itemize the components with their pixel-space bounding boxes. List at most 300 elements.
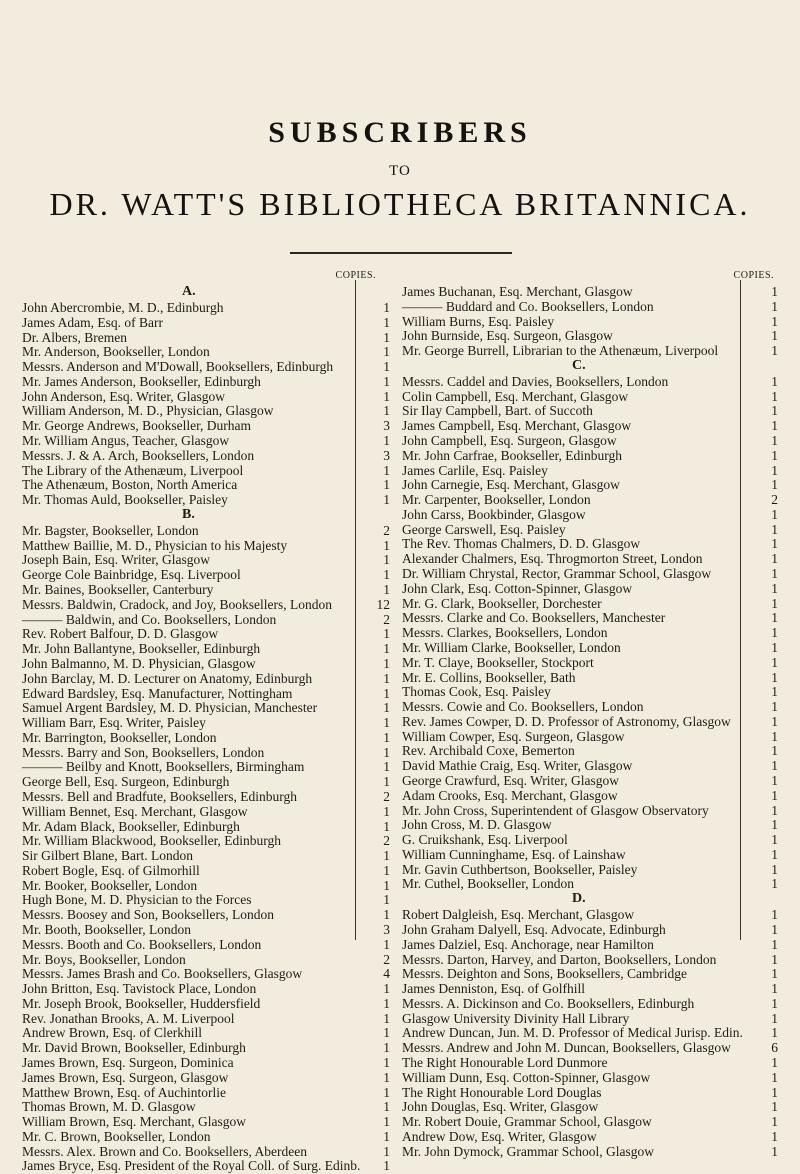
subscriber-name: Mr. Adam Black, Bookseller, Edinburgh [22,818,240,834]
subscriber-name: The Athenæum, Boston, North America [22,477,238,493]
copies-count: 2 [383,611,390,627]
copies-count: 1 [771,951,778,967]
subscriber-entry [402,403,778,419]
copies-count: 1 [383,1025,390,1041]
copies-count: 1 [771,936,778,952]
subscriber-entry [402,314,778,330]
subscriber-entry [402,284,778,300]
copies-count: 1 [383,492,390,508]
copies-count: 1 [771,995,778,1011]
subscriber-name: Sir Ilay Campbell, Bart. of Succoth [402,403,593,419]
title-rule [290,252,512,254]
subscriber-entry [22,463,390,479]
subscriber-entry [402,699,778,715]
subscriber-name: Mr. T. Claye, Bookseller, Stockport [402,654,594,670]
subscriber-entry [402,299,778,315]
copies-count: 1 [771,1128,778,1144]
copies-count: 1 [771,506,778,522]
subscriber-entry [22,1114,390,1130]
subscriber-entry [22,567,390,583]
copies-count: 1 [383,388,390,404]
subscriber-name: Messrs. Baldwin, Cradock, and Joy, Booksellers, London [22,596,332,612]
subscriber-name: Messrs. Clarkes, Booksellers, London [402,625,608,641]
subscriber-name: Messrs. James Brash and Co. Booksellers, Glasgow [22,966,303,982]
subscriber-name: Mr. John Ballantyne, Bookseller, Edinburgh [22,641,261,657]
copies-count: 1 [771,536,778,552]
copies-count: 1 [771,1143,778,1159]
subscriber-entry [402,981,778,997]
subscriber-name: John Britton, Esq. Tavistock Place, London [22,981,257,997]
copies-count: 1 [383,477,390,493]
subscriber-name: James Buchanan, Esq. Merchant, Glasgow [402,284,633,299]
subscriber-entry [22,952,390,968]
subscriber-name: Messrs. Caddel and Davies, Booksellers, London [402,373,669,389]
copies-count: 1 [383,700,390,716]
subscriber-entry [402,448,778,464]
subscriber-name: Mr. Gavin Cuthbertson, Bookseller, Paisley [402,861,638,877]
subscriber-entry [402,596,778,612]
subscriber-name: John Graham Dalyell, Esq. Advocate, Edinburgh [402,921,666,937]
copies-count: 1 [771,1114,778,1130]
subscriber-entry [22,477,390,493]
subscriber-entry [402,463,778,479]
subscriber-name: John Carss, Bookbinder, Glasgow [402,506,586,522]
subscriber-name: Hugh Bone, M. D. Physician to the Forces [22,892,252,908]
copies-count: 1 [771,1069,778,1085]
subscriber-entry [402,907,778,923]
subscriber-name: Mr. C. Brown, Bookseller, London [22,1128,211,1144]
subscriber-entry [22,700,390,716]
subscriber-name: Mr. Joseph Brook, Bookseller, Huddersfield [22,995,261,1011]
subscriber-name: Dr. Albers, Bremen [22,329,127,345]
copies-count: 3 [383,447,390,463]
copies-count: 1 [771,846,778,862]
subscriber-entry [402,1099,778,1115]
copies-count: 1 [383,373,390,389]
copies-count: 1 [383,715,390,731]
subscriber-name: John Douglas, Esq. Writer, Glasgow [402,1099,599,1115]
subscriber-name: Mr. Booth, Bookseller, London [22,921,191,937]
copies-count: 1 [771,566,778,582]
subscriber-name: John Barclay, M. D. Lecturer on Anatomy, Edinburgh [22,670,313,686]
subscriber-name: Mr. George Burrell, Librarian to the Athenæum, Liverpool [402,343,719,359]
subscriber-name: Rev. Jonathan Brooks, A. M. Liverpool [22,1010,235,1026]
copies-count: 1 [383,359,390,375]
subscriber-name: James Carlile, Esq. Paisley [402,462,548,478]
copies-count: 1 [383,936,390,952]
subscriber-entry [22,686,390,702]
copies-count: 1 [771,743,778,759]
subscriber-name: The Right Honourable Lord Douglas [402,1084,602,1100]
subscriber-name: George Cole Bainbridge, Esq. Liverpool [22,567,241,583]
subscriber-name: Messrs. A. Dickinson and Co. Booksellers, Edinburgh [402,995,695,1011]
subscriber-entry [402,758,778,774]
subscriber-name: Messrs. Anderson and M'Dowall, Booksellers, Edinburgh [22,359,334,375]
subscriber-entry [402,581,778,597]
subscriber-entry [22,359,390,375]
copies-count: 1 [383,314,390,330]
subscriber-entry [402,788,778,804]
subscriber-name: William Bennet, Esq. Merchant, Glasgow [22,803,248,819]
subscriber-name: Messrs. J. & A. Arch, Booksellers, London [22,447,255,463]
copies-count: 1 [383,907,390,923]
copies-count: 1 [771,639,778,655]
subscriber-name: Andrew Brown, Esq. of Clerkhill [22,1025,202,1041]
subscriber-name: Mr. Robert Douie, Grammar School, Glasgow [402,1114,652,1130]
subscriber-entry [22,403,390,419]
subscriber-name: Mr. John Cross, Superintendent of Glasgow Observatory [402,802,709,818]
copies-count: 1 [383,892,390,908]
subscriber-name: Messrs. Clarke and Co. Booksellers, Manchester [402,610,666,626]
copies-count: 4 [383,966,390,982]
subscriber-entry [22,344,390,360]
subscriber-name: Mr. Anderson, Bookseller, London [22,344,210,360]
subscriber-entry [22,538,390,554]
copies-count: 1 [383,729,390,745]
subscriber-name: ——— Buddard and Co. Booksellers, London [402,298,654,314]
copies-count: 1 [383,403,390,419]
copies-count: 1 [771,654,778,670]
subscriber-entry [22,892,390,908]
copies-count: 2 [771,492,778,508]
subscriber-entry [402,966,778,982]
subscriber-name: John Campbell, Esq. Surgeon, Glasgow [402,433,617,449]
subscriber-name: G. Cruikshank, Esq. Liverpool [402,832,568,848]
copies-count: 1 [383,1114,390,1130]
subscriber-name: Messrs. Andrew and John M. Duncan, Booksellers, Glasgow [402,1040,731,1056]
subscriber-entry [402,743,778,759]
subscriber-entry [22,848,390,864]
copies-count: 1 [771,625,778,641]
subscriber-entry [402,1070,778,1086]
subscriber-name: William Burns, Esq. Paisley [402,313,555,329]
copies-count: 1 [771,388,778,404]
subscriber-entry [22,597,390,613]
copies-count: 1 [771,551,778,567]
copies-count: 2 [383,833,390,849]
copies-count: 1 [383,552,390,568]
subscriber-name: Messrs. Barry and Son, Booksellers, London [22,744,265,760]
subscriber-name: John Clark, Esq. Cotton-Spinner, Glasgow [402,580,633,596]
subscriber-name: Messrs. Darton, Harvey, and Darton, Booksellers, London [402,951,717,967]
subscriber-name: Samuel Argent Bardsley, M. D. Physician, Manchester [22,700,318,716]
subscriber-name: George Bell, Esq. Surgeon, Edinburgh [22,774,230,790]
subscriber-name: William Anderson, M. D., Physician, Glasgow [22,403,274,419]
subscriber-entry [22,492,390,508]
subscriber-name: Mr. David Brown, Bookseller, Edinburgh [22,1040,246,1056]
copies-count: 1 [771,728,778,744]
subscriber-name: Mr. Bagster, Bookseller, London [22,522,199,538]
subscriber-entry [22,656,390,672]
title-to: TO [389,163,411,179]
copies-count: 1 [771,433,778,449]
subscriber-name: Mr. John Carfrae, Bookseller, Edinburgh [402,447,623,463]
subscriber-entry [402,610,778,626]
subscriber-name: James Brown, Esq. Surgeon, Dominica [22,1055,234,1070]
subscriber-name: Messrs. Alex. Brown and Co. Booksellers, Aberdeen [22,1143,307,1159]
subscriber-entry [402,477,778,493]
subscriber-name: John Carnegie, Esq. Merchant, Glasgow [402,477,620,493]
subscriber-name: Rev. Archibald Coxe, Bemerton [402,743,575,759]
subscriber-entry [402,507,778,523]
section-letter: B. [182,506,195,522]
subscriber-entry [22,448,390,464]
copies-count: 1 [771,876,778,892]
section-letter: C. [572,357,586,373]
subscriber-name: Mr. E. Collins, Bookseller, Bath [402,669,576,685]
subscriber-name: David Mathie Craig, Esq. Writer, Glasgow [402,758,633,774]
subscriber-entry [402,625,778,641]
copies-count: 1 [771,595,778,611]
subscriber-entry [402,492,778,508]
subscriber-entry [402,1114,778,1130]
subscriber-name: Mr. George Andrews, Bookseller, Durham [22,418,252,434]
copies-count: 1 [771,313,778,329]
subscriber-name: The Library of the Athenæum, Liverpool [22,462,244,478]
subscriber-entry [402,876,778,892]
subscriber-entry [402,670,778,686]
copies-count: 1 [383,862,390,878]
subscriber-entry [402,832,778,848]
subscriber-name: Mr. James Anderson, Bookseller, Edinburgh [22,373,261,389]
subscriber-entry [402,374,778,390]
subscriber-entry [22,433,390,449]
subscriber-name: Adam Crooks, Esq. Merchant, Glasgow [402,787,618,803]
subscriber-entry [22,523,390,539]
subscriber-entry [402,862,778,878]
copies-header: COPIES. [335,270,376,281]
subscriber-name: William Dunn, Esq. Cotton-Spinner, Glasgow [402,1069,651,1085]
subscriber-name: Mr. Thomas Auld, Bookseller, Paisley [22,492,228,508]
subscriber-name: Mr. Booker, Bookseller, London [22,877,198,893]
subscriber-name: Mr. William Angus, Teacher, Glasgow [22,433,230,449]
copies-count: 1 [383,759,390,775]
subscriber-entry [22,759,390,775]
subscriber-name: Rev. Robert Balfour, D. D. Glasgow [22,626,219,642]
copies-count: 1 [771,1010,778,1026]
copies-count: 1 [383,1128,390,1144]
subscriber-name: James Dalziel, Esq. Anchorage, near Hamilton [402,936,654,952]
subscriber-name: ——— Beilby and Knott, Booksellers, Birmingham [22,759,305,775]
subscriber-name: John Balmanno, M. D. Physician, Glasgow [22,655,256,671]
copies-count: 1 [771,713,778,729]
subscriber-name: James Adam, Esq. of Barr [22,314,163,330]
copies-count: 1 [771,699,778,715]
copies-count: 1 [383,655,390,671]
subscriber-entry [22,981,390,997]
copies-count: 1 [771,580,778,596]
subscriber-entry [22,1129,390,1145]
subscriber-entry [402,655,778,671]
subscriber-name: Glasgow University Divinity Hall Library [402,1010,630,1026]
subscriber-entry [22,612,390,628]
copies-count: 1 [771,284,778,299]
subscriber-entry [402,847,778,863]
copies-count: 1 [383,685,390,701]
subscriber-name: ——— Baldwin, and Co. Booksellers, London [22,611,277,627]
copies-count: 1 [771,418,778,434]
subscriber-entry [402,640,778,656]
subscriber-entry [22,922,390,938]
subscriber-entry [22,966,390,982]
subscriber-entry [22,937,390,953]
subscriber-name: Mr. Boys, Bookseller, London [22,951,186,967]
subscriber-entry [22,641,390,657]
subscriber-entry [22,330,390,346]
subscriber-name: The Rev. Thomas Chalmers, D. D. Glasgow [402,536,641,552]
subscriber-entry [22,626,390,642]
subscriber-entry [402,1129,778,1145]
subscriber-name: Joseph Bain, Esq. Writer, Glasgow [22,552,211,568]
copies-header: COPIES. [733,270,774,281]
copies-count: 1 [771,447,778,463]
subscriber-entry [402,1055,778,1071]
subscriber-name: Mr. Carpenter, Bookseller, London [402,492,591,508]
subscriber-name: Messrs. Deighton and Sons, Booksellers, Cambridge [402,966,687,982]
copies-count: 1 [383,567,390,583]
copies-count: 1 [771,907,778,923]
subscriber-entry [22,878,390,894]
copies-count: 1 [383,803,390,819]
subscriber-entry [22,819,390,835]
subscriber-entry [402,1040,778,1056]
copies-count: 1 [771,373,778,389]
copies-count: 1 [383,300,390,315]
subscriber-entry [402,817,778,833]
copies-count: 1 [771,802,778,818]
subscriber-entry [22,300,390,316]
subscriber-name: Messrs. Bell and Bradfute, Booksellers, Edinburgh [22,788,297,804]
copies-count: 1 [383,1010,390,1026]
subscriber-entry [402,1025,778,1041]
copies-count: 1 [771,684,778,700]
subscriber-name: John Anderson, Esq. Writer, Glasgow [22,388,226,404]
copies-count: 1 [383,626,390,642]
subscriber-name: Andrew Duncan, Jun. M. D. Professor of Medical Jurisp. Edin. [402,1025,743,1041]
section-letter: A. [182,284,196,299]
copies-count: 1 [771,1084,778,1100]
copies-count: 1 [771,861,778,877]
subscriber-name: Mr. John Dymock, Grammar School, Glasgow [402,1143,654,1159]
copies-count: 1 [771,477,778,493]
subscriber-name: Robert Dalgleish, Esq. Merchant, Glasgow [402,907,635,923]
subscriber-entry [402,803,778,819]
subscriber-entry [402,684,778,700]
page-title: SUBSCRIBERS [268,116,532,149]
subscriber-entry [402,937,778,953]
copies-count: 1 [771,1055,778,1070]
subscriber-entry [402,389,778,405]
copies-count: 1 [771,758,778,774]
subscriber-entry [402,433,778,449]
subscriber-name: William Cowper, Esq. Surgeon, Glasgow [402,728,625,744]
subscriber-name: Mr. Baines, Bookseller, Canterbury [22,582,214,598]
subscriber-entry [402,996,778,1012]
subscriber-name: James Bryce, Esq. President of the Royal Coll. of Surg. Edinb. [22,1158,361,1174]
subscriber-entry [22,1158,390,1174]
copies-count: 1 [771,1099,778,1115]
subscriber-entry [22,671,390,687]
subscriber-entry [402,1011,778,1027]
subscriber-entry [402,922,778,938]
subscriber-entry [402,328,778,344]
subscriber-entry [402,343,778,359]
subscriber-name: John Cross, M. D. Glasgow [402,817,552,833]
copies-count: 1 [383,877,390,893]
subscriber-entry [402,551,778,567]
subscriber-name: William Cunninghame, Esq. of Lainshaw [402,846,626,862]
subscriber-name: Robert Bogle, Esq. of Gilmorhill [22,862,200,878]
copies-count: 6 [771,1040,778,1056]
copies-count: 1 [771,298,778,314]
subscriber-entry [22,774,390,790]
subscriber-name: William Barr, Esq. Writer, Paisley [22,715,206,731]
subscriber-name: Mr. William Clarke, Bookseller, London [402,639,621,655]
subscriber-entry [22,1070,390,1086]
subscriber-entry [22,374,390,390]
copies-count: 1 [771,817,778,833]
subscriber-entry [402,536,778,552]
copies-count: 2 [383,788,390,804]
subscriber-entry [22,1144,390,1160]
copies-count: 1 [383,670,390,686]
subscriber-name: James Campbell, Esq. Merchant, Glasgow [402,418,632,434]
section-letter: D. [572,891,586,907]
subscriber-name: Thomas Cook, Esq. Paisley [402,684,551,700]
subscriber-name: Colin Campbell, Esq. Merchant, Glasgow [402,388,629,404]
copies-count: 1 [771,669,778,685]
subscriber-name: Mr. G. Clark, Bookseller, Dorchester [402,595,602,611]
subscriber-entry [22,1099,390,1115]
copies-count: 1 [383,981,390,997]
copies-count: 1 [771,610,778,626]
subscriber-entry [22,715,390,731]
subscriber-entry [402,566,778,582]
copies-count: 1 [771,772,778,788]
copies-count: 1 [771,462,778,478]
subscriber-name: John Abercrombie, M. D., Edinburgh [22,300,224,315]
page-subtitle: DR. WATT'S BIBLIOTHECA BRITANNICA. [49,186,751,222]
subscriber-name: John Burnside, Esq. Surgeon, Glasgow [402,328,613,344]
subscriber-entry [402,773,778,789]
copies-count: 1 [771,981,778,997]
copies-count: 1 [771,787,778,803]
subscriber-name: Matthew Baillie, M. D., Physician to his Majesty [22,537,288,553]
subscriber-name: James Brown, Esq. Surgeon, Glasgow [22,1069,229,1085]
subscriber-name: Rev. James Cowper, D. D. Professor of Astronomy, Glasgow [402,713,731,729]
subscriber-name: George Carswell, Esq. Paisley [402,521,566,537]
copies-count: 1 [383,1158,390,1174]
subscriber-name: Mr. Cuthel, Bookseller, London [402,876,574,892]
subscriber-name: James Denniston, Esq. of Golfhill [402,981,585,997]
subscriber-entry [22,996,390,1012]
copies-count: 2 [383,522,390,538]
copies-count: 12 [376,596,390,612]
subscriber-entry [22,789,390,805]
copies-count: 1 [383,1084,390,1100]
subscriber-name: Messrs. Cowie and Co. Booksellers, London [402,699,644,715]
subscriber-entry [22,804,390,820]
subscriber-name: William Brown, Esq. Merchant, Glasgow [22,1114,247,1130]
subscriber-name: Matthew Brown, Esq. of Auchintorlie [22,1084,226,1100]
subscriber-entry [22,1011,390,1027]
copies-count: 1 [383,1040,390,1056]
subscriber-entry [402,729,778,745]
subscriber-entry [22,389,390,405]
copies-count: 1 [383,1055,390,1070]
subscriber-name: Messrs. Booth and Co. Booksellers, London [22,936,262,952]
subscriber-entry [22,1025,390,1041]
